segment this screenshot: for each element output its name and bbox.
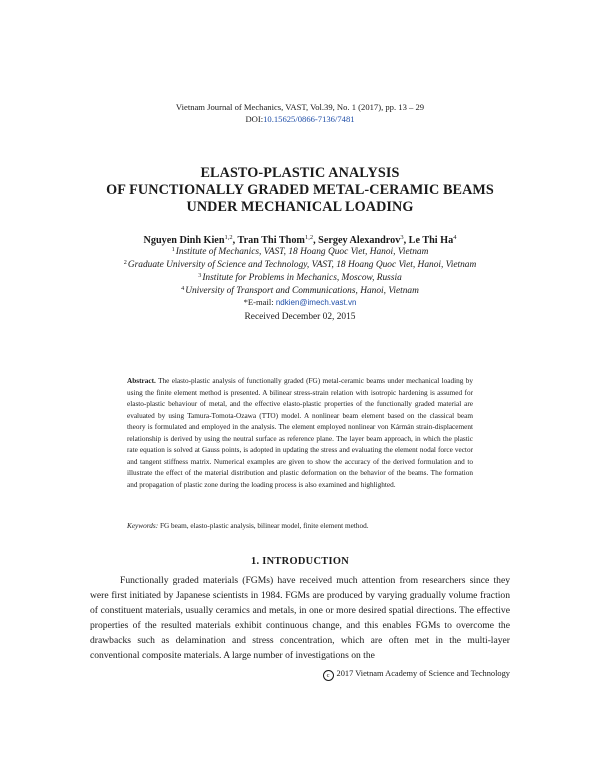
section-heading: 1. INTRODUCTION (250, 556, 350, 567)
author-list: Nguyen Dinh Kien$^{1,2}$, Tran Thi Thom$^{1,2}$, Sergey Alexandrov$^3$, Le Thi Ha$^4$ (143, 234, 457, 246)
keywords-block (127, 521, 473, 532)
paper-title-line-2: OF FUNCTIONALLY GRADED METAL-CERAMIC BEAMS (106, 182, 494, 198)
email-label: *E-mail: (243, 297, 274, 307)
abstract-text: The elasto-plastic analysis of functionally graded (FG) metal-ceramic beams under mechanical loading by using the finite element method is presented. A bilinear stress-strain relation with isotropic hardening is assumed for elasto-plastic behaviour of metal, and the effective elasto-plastic properties of the functionally graded material are evaluated by using Tamura-Tomota-Ozawa (TTO) model. A nonlinear beam element based on the classical beam theory is formulated and employed in the analysis. The element employed nonlinear von Kármán strain-displacement relationship is derived by using the neutral surface as reference plane. The layer beam approach, in which the plastic rate equation is solved at Gauss points, is adopted in updating the stress and evaluating the element nodal force vector and tangent stiffness matrix. Numerical examples are given to show the accuracy of the derived formulation and to illustrate the effect of the material distribution and plastic deformation on the behavior of the beams. The formation and propagation of plastic zone during the loading process is also examined and highlighted. (127, 377, 473, 489)
paper-title-line-3: UNDER MECHANICAL LOADING (186, 199, 414, 215)
author-affiliation-mark: 4 (453, 234, 457, 241)
abstract-label: Abstract. (127, 377, 156, 385)
author-name: Tran Thi Thom (237, 235, 305, 246)
author-name: Le Thi Ha (408, 235, 454, 246)
doi-link[interactable]: 10.15625/0866-7136/7481 (263, 114, 355, 124)
email-link[interactable]: ndkien@imech.vast.vn (275, 298, 357, 307)
journal-citation: Vietnam Journal of Mechanics, VAST, Vol.39, No. 1 (2017), pp. 13 – 29 (175, 102, 425, 112)
intro-paragraph: Functionally graded materials (FGMs) have received much attention from researchers since they were first initiated by Japanese scientists in 1984. FGMs are produced by varying gradually volume fraction of constituent materials, usually ceramics and metals, in one or more desired spatial directions. The effective properties of the resulted materials exhibit continuous change, and this enables FGMs to overcome the drawbacks such as delamination and stress concentration, which are often met in the multi-layer conventional composite materials. A large number of investigations on the (90, 575, 510, 661)
author-affiliation-mark: 1,2 (304, 234, 314, 241)
author-affiliation-mark: 3 (400, 234, 404, 241)
copyright-notice (323, 668, 511, 681)
doi-label: DOI: (245, 114, 264, 124)
copyright-text: 2017 Vietnam Academy of Science and Technology (336, 669, 510, 678)
author-name: Sergey Alexandrov (318, 235, 401, 246)
affiliation-1: $^1$Institute of Mechanics, VAST, 18 Hoang Quoc Viet, Hanoi, Vietnam (171, 246, 429, 257)
abstract-block (127, 376, 473, 491)
keywords-text: FG beam, elasto-plastic analysis, bilinear model, finite element method. (159, 522, 369, 530)
affiliation-2: $^2$Graduate University of Science and Technology, VAST, 18 Hoang Quoc Viet, Hanoi, Vietnam (123, 259, 477, 270)
doi-line (0, 113, 600, 125)
author-affiliation-mark: 1,2 (224, 234, 233, 241)
author-name: Nguyen Dinh Kien (143, 235, 225, 246)
copyright-icon: c (323, 670, 334, 681)
affiliation-4: $^4$University of Transport and Communications, Hanoi, Vietnam (181, 285, 419, 296)
keywords-label: Keywords: (127, 522, 159, 530)
affiliation-3: $^3$Institute for Problems in Mechanics, Moscow, Russia (198, 272, 402, 283)
received-date: Received December 02, 2015 (244, 312, 356, 322)
corresponding-email (0, 296, 600, 309)
paper-title-line-1: ELASTO-PLASTIC ANALYSIS (200, 165, 400, 181)
